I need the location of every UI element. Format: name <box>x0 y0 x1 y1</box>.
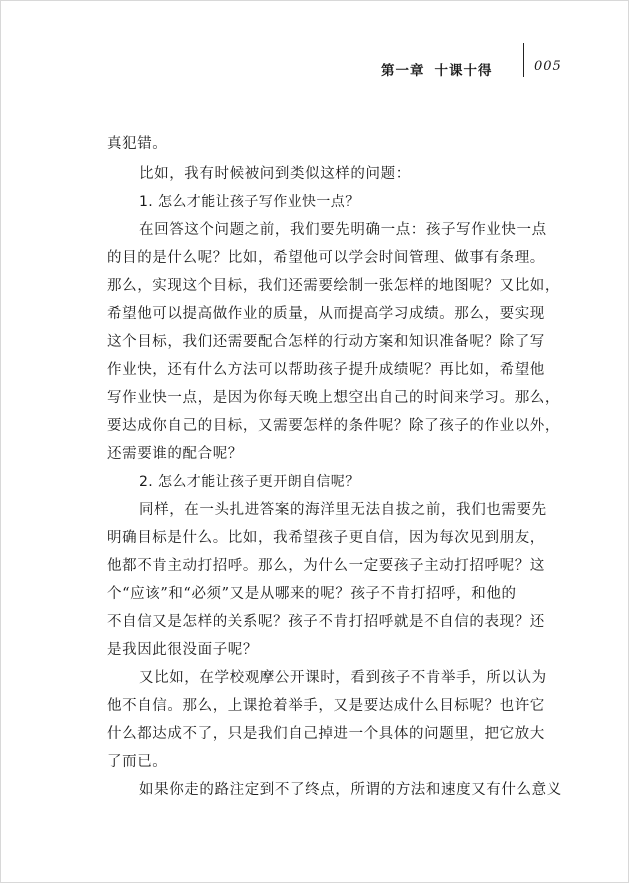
paragraph-line: 如果你走的路注定到不了终点，所谓的方法和速度又有什么意义 <box>139 782 562 798</box>
paragraph-line: 什么都达成不了，只是我们自己掉进一个具体的问题里，把它放大 <box>107 726 545 742</box>
paragraph-line: 那么，实现这个目标，我们还需要绘制一张怎样的地图呢？又比如， <box>107 278 560 294</box>
chapter-title: 十课十得 <box>434 63 493 79</box>
paragraph-line: 他都不肯主动打招呼。那么，为什么一定要孩子主动打招呼呢？这 <box>107 558 545 574</box>
question-heading: 2. 怎么才能让孩子更开朗自信呢？ <box>139 474 360 490</box>
paragraph-line: 了而已。 <box>107 754 168 770</box>
question-heading: 1. 怎么才能让孩子写作业快一点？ <box>139 194 360 210</box>
paragraph-line: 不自信又是怎样的关系呢？孩子不肯打招呼就是不自信的表现？还 <box>107 614 545 630</box>
paragraph-line: 他不自信。那么，上课抢着举手，又是要达成什么目标呢？也许它 <box>107 698 545 714</box>
paragraph-line: 真犯错。 <box>107 136 168 152</box>
paragraph-line: 希望他可以提高做作业的质量，从而提高学习成绩。那么，要实现 <box>107 306 545 322</box>
paragraph-line: 明确目标是什么。比如，我希望孩子更自信，因为每次见到朋友， <box>107 530 545 546</box>
page-number: 005 <box>534 59 562 74</box>
paragraph-line: 这个目标，我们还需要配合怎样的行动方案和知识准备呢？除了写 <box>107 334 545 350</box>
paragraph-line: 个“应该”和“必须”又是从哪来的呢？孩子不肯打招呼，和他的 <box>107 586 517 602</box>
paragraph-line: 是我因此很没面子呢？ <box>107 642 258 658</box>
paragraph-line: 在回答这个问题之前，我们要先明确一点：孩子写作业快一点 <box>139 222 547 238</box>
paragraph-line: 要达成你自己的目标，又需要怎样的条件呢？除了孩子的作业以外， <box>107 418 560 434</box>
paragraph-line: 写作业快一点，是因为你每天晚上想空出自己的时间来学习。那么， <box>107 390 560 406</box>
paragraph-line: 同样，在一头扎进答案的海洋里无法自拔之前，我们也需要先 <box>139 502 547 518</box>
paragraph-line: 的目的是什么呢？比如，希望他可以学会时间管理、做事有条理。 <box>107 250 545 266</box>
header-divider <box>523 43 524 77</box>
paragraph-line: 又比如，在学校观摩公开课时，看到孩子不肯举手，所以认为 <box>139 670 547 686</box>
running-head <box>381 59 493 79</box>
paragraph-line: 还需要谁的配合呢？ <box>107 446 243 462</box>
paragraph-line: 比如，我有时候被问到类似这样的问题： <box>139 166 411 182</box>
paragraph-line: 作业快，还有什么方法可以帮助孩子提升成绩呢？再比如，希望他 <box>107 362 545 378</box>
chapter-label: 第一章 <box>381 63 425 79</box>
